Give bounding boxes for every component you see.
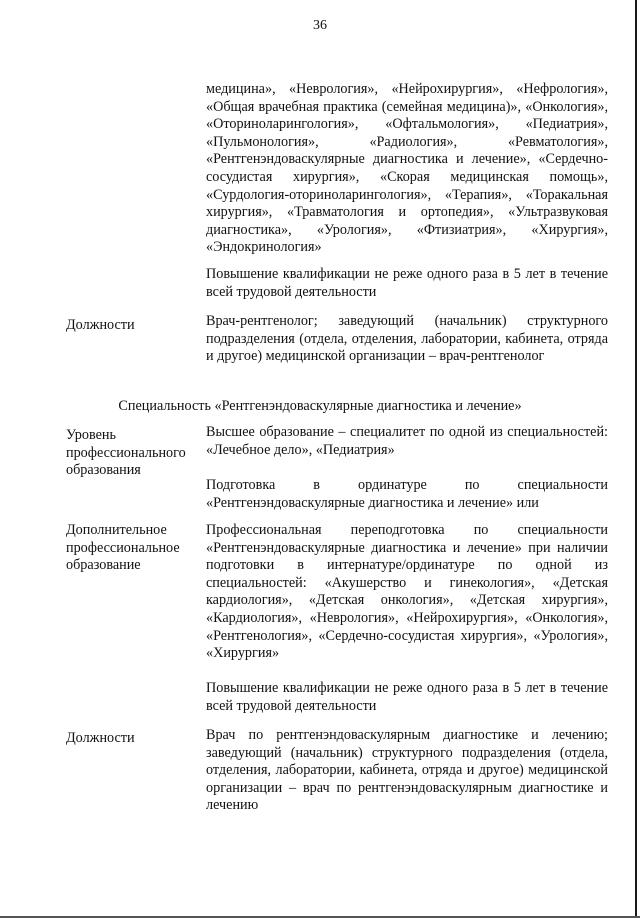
education-text-2: Подготовка в ординатуре по специальности «Рентгенэндоваскулярные диагностика и лечение» или — [206, 477, 608, 511]
positions-label-1: Должности — [66, 317, 135, 333]
qualification-note-2: Повышение квалификации не реже одного раза в 5 лет в течение всей трудовой деятельности — [206, 680, 608, 714]
positions-text-1: Врач-рентгенолог; заведующий (начальник) структурного подразделения (отдела, отделения, лаборатории, кабинета, отряда и другое) медицинской организации – врач-рентгенолог — [206, 313, 608, 365]
education-level-label: Уровень профессионального образования — [66, 427, 186, 479]
additional-education-text: Профессиональная переподготовка по специальности «Рентгенэндоваскулярные диагностика и лечение» при наличии подготовки в интернатуре/ординатуре по одной из специальностей: «Акушерство и гинекология», «Детская кардиология», «Детская онкология», «Детская хирургия», «Кардиология», «Неврология», «Нейрохирургия», «Онкология», «Рентгенология», «Сердечно-сосудистая хирургия», «Урология», «Хирургия» — [206, 522, 608, 662]
specialties-continued-text: медицина», «Неврология», «Нейрохирургия», «Нефрология», «Общая врачебная практика (семейная медицина)», «Онкология», «Оториноларингология», «Офтальмология», «Педиатрия», «Пульмонология», «Радиология», «Ревматология», «Рентгенэндоваскулярные диагностика и лечение», «Сердечно-сосудистая хирургия», «Скорая медицинская помощь», «Сурдология-оториноларингология», «Терапия», «Торакальная хирургия», «Травматология и ортопедия», «Ультразвуковая диагностика», «Урология», «Фтизиатрия», «Хирургия», «Эндокринология» — [206, 81, 608, 256]
additional-education-label: Дополнительное профессиональное образование — [66, 522, 180, 574]
page-edge-right — [635, 0, 637, 918]
specialty-heading: Специальность «Рентгенэндоваскулярные диагностика и лечение» — [118, 398, 522, 414]
positions-label-2: Должности — [66, 730, 135, 746]
education-text-1: Высшее образование – специалитет по одной из специальностей: «Лечебное дело», «Педиатрия» — [206, 424, 608, 458]
positions-text-2: Врач по рентгенэндоваскулярным диагностике и лечению; заведующий (начальник) структурного подразделения (отдела, отделения, лаборатории, кабинета, отряда и другое) медицинской организации – врач по рентгенэндоваскулярным диагностике и лечению — [206, 727, 608, 814]
page-number: 36 — [313, 18, 327, 33]
qualification-note-1: Повышение квалификации не реже одного раза в 5 лет в течение всей трудовой деятельности — [206, 266, 608, 300]
